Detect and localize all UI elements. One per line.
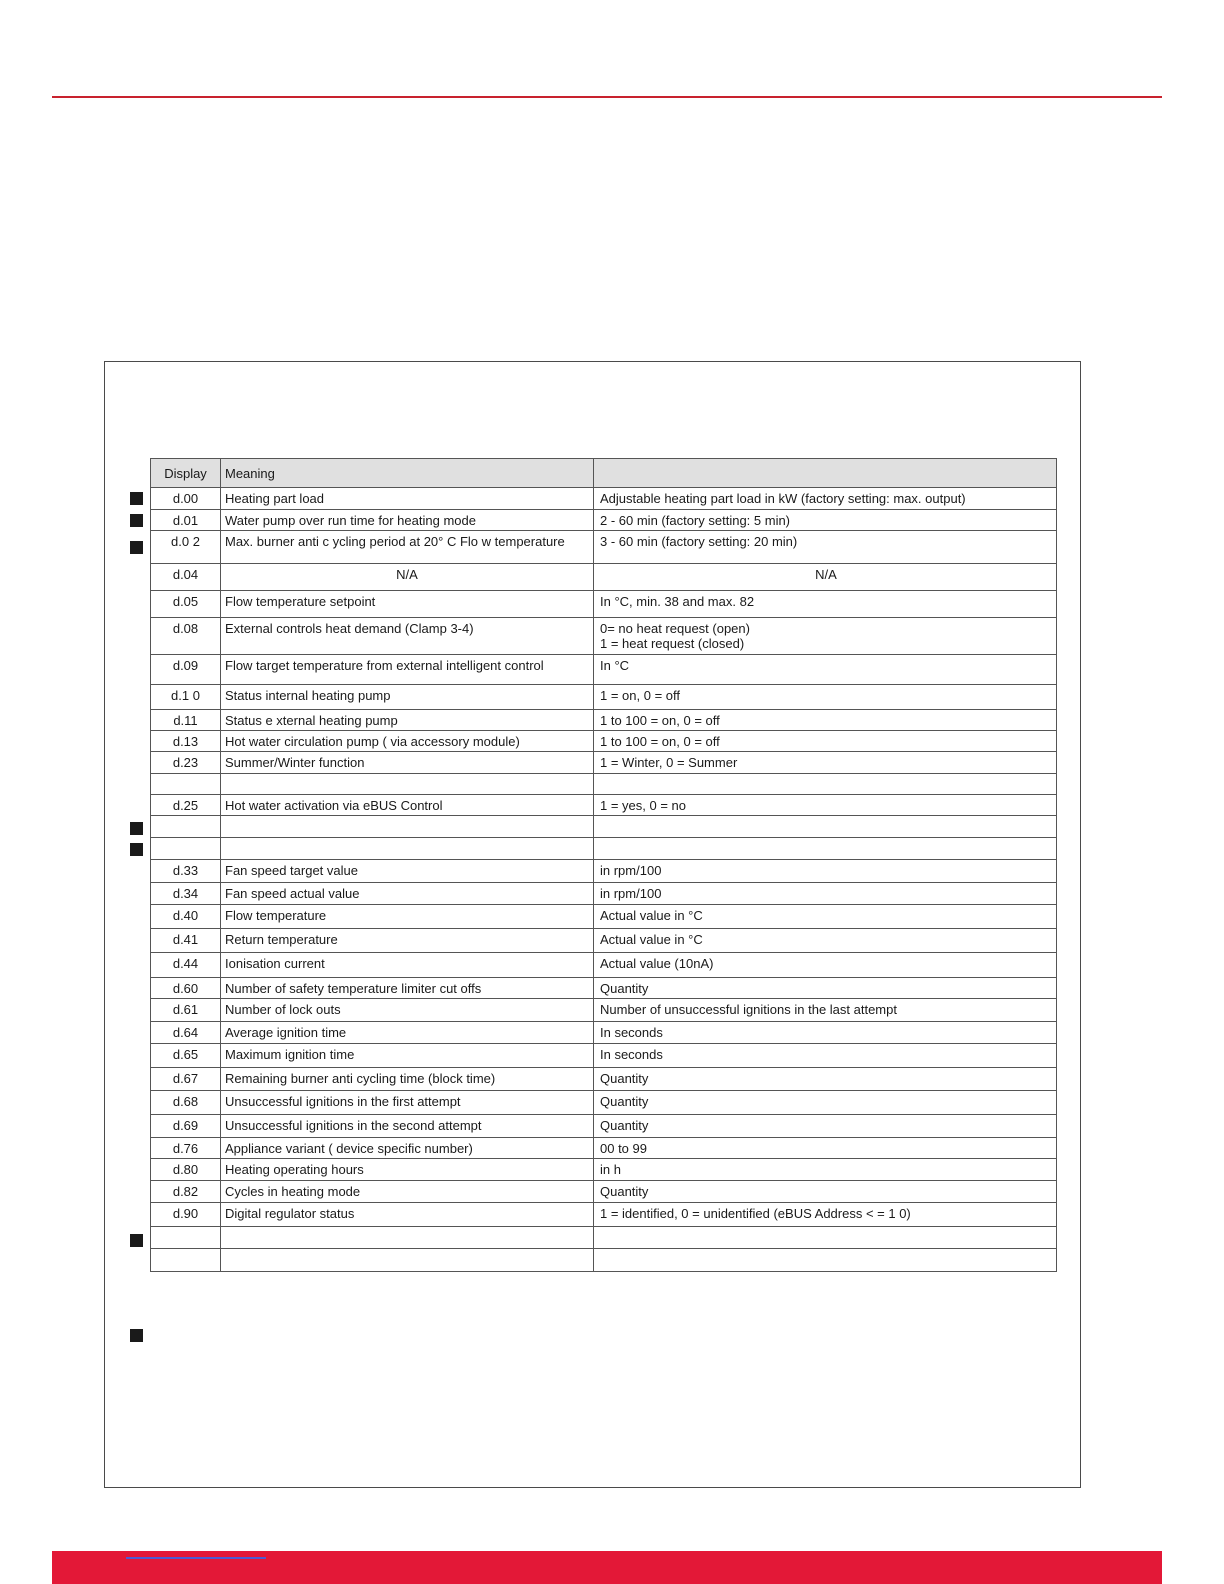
diagnostic-codes-table [150,458,1057,1272]
row-code: d.40 [151,905,221,929]
row-code: d.0 2 [151,531,221,564]
table-row [151,1227,1057,1249]
row-value-line: In seconds [600,1025,663,1040]
marker-square [130,1234,143,1247]
row-value [594,731,1057,752]
row-value [594,929,1057,953]
row-value-line: 1 to 100 = on, 0 = off [600,713,720,728]
footer-bar [52,1551,1162,1584]
row-meaning [221,816,594,838]
row-meaning: Heating part load [221,488,594,510]
row-meaning: Heating operating hours [221,1159,594,1181]
row-code: d.13 [151,731,221,752]
row-value [594,978,1057,999]
marker-square [130,843,143,856]
row-value-line: Quantity [600,1071,649,1086]
row-value-line: In °C [600,658,630,673]
table-row [151,655,1057,685]
row-value-line: Quantity [600,1184,649,1199]
row-code: d.68 [151,1091,221,1115]
row-value [594,618,1057,655]
row-code: d.01 [151,510,221,531]
row-value [594,1181,1057,1203]
table-row [151,510,1057,531]
row-code: d.08 [151,618,221,655]
marker-square [130,492,143,505]
row-code [151,774,221,795]
table-row [151,999,1057,1022]
row-code: d.61 [151,999,221,1022]
row-value [594,883,1057,905]
table-row [151,1138,1057,1159]
row-value [594,564,1057,591]
table-row [151,1091,1057,1115]
table-row [151,531,1057,564]
row-code: d.23 [151,752,221,774]
row-value-line: in h [600,1162,621,1177]
row-meaning: Number of safety temperature limiter cut offs [221,978,594,999]
row-value [594,531,1057,564]
row-value-line: Number of unsuccessful ignitions in the last attempt [600,1002,897,1017]
row-value-line: N/A [815,567,837,582]
table-row [151,488,1057,510]
row-value [594,1115,1057,1138]
row-meaning: Flow target temperature from external intelligent control [221,655,594,685]
table-row [151,774,1057,795]
row-meaning [221,1249,594,1272]
row-value-line: 0= no heat request (open) [600,621,750,636]
row-value [594,1227,1057,1249]
row-value-line: Adjustable heating part load in kW (factory setting: max. output) [600,491,966,506]
row-code: d.44 [151,953,221,978]
header-rule [52,96,1162,98]
row-value [594,752,1057,774]
row-value [594,795,1057,816]
row-value-line: 1 = Winter, 0 = Summer [600,755,738,770]
row-value [594,838,1057,860]
table-row [151,929,1057,953]
table-row [151,883,1057,905]
row-value [594,510,1057,531]
row-meaning: Hot water circulation pump ( via accessory module) [221,731,594,752]
row-code: d.04 [151,564,221,591]
row-value-line: 1 = yes, 0 = no [600,798,687,813]
row-value-line: in rpm/100 [600,863,662,878]
row-value [594,816,1057,838]
row-code: d.25 [151,795,221,816]
row-code: d.09 [151,655,221,685]
row-code [151,816,221,838]
table-row [151,1044,1057,1068]
row-value-line: Quantity [600,1094,649,1109]
row-code [151,838,221,860]
row-value [594,860,1057,883]
table-row [151,1181,1057,1203]
table-row [151,1203,1057,1227]
row-value-line: 3 - 60 min (factory setting: 20 min) [600,534,798,549]
row-meaning: Remaining burner anti cycling time (block time) [221,1068,594,1091]
row-meaning: Flow temperature setpoint [221,591,594,618]
row-code: d.80 [151,1159,221,1181]
row-meaning: Fan speed actual value [221,883,594,905]
row-value-line: 1 to 100 = on, 0 = off [600,734,720,749]
table-row [151,591,1057,618]
row-value [594,1044,1057,1068]
row-meaning: Return temperature [221,929,594,953]
row-meaning: Maximum ignition time [221,1044,594,1068]
row-value [594,1159,1057,1181]
row-meaning [221,774,594,795]
row-value [594,1068,1057,1091]
table-row [151,1068,1057,1091]
row-meaning [221,1227,594,1249]
row-meaning: Ionisation current [221,953,594,978]
row-meaning: Status internal heating pump [221,685,594,710]
row-code: d.82 [151,1181,221,1203]
row-value [594,1091,1057,1115]
table-row [151,816,1057,838]
row-meaning: Average ignition time [221,1022,594,1044]
row-code: d.64 [151,1022,221,1044]
row-value [594,953,1057,978]
table-row [151,1249,1057,1272]
row-meaning: Water pump over run time for heating mode [221,510,594,531]
row-value [594,774,1057,795]
column-header-value [594,459,1057,488]
table-row [151,752,1057,774]
row-value-line: Quantity [600,981,649,996]
row-meaning: Summer/Winter function [221,752,594,774]
table-row [151,953,1057,978]
row-meaning [221,838,594,860]
table-row [151,860,1057,883]
row-value-line: Actual value in °C [600,908,703,923]
row-value [594,685,1057,710]
row-meaning: Fan speed target value [221,860,594,883]
row-code: d.11 [151,710,221,731]
row-value-line: Actual value (10nA) [600,956,714,971]
row-code: d.76 [151,1138,221,1159]
row-value-line: in rpm/100 [600,886,662,901]
table-row [151,1115,1057,1138]
row-code: d.69 [151,1115,221,1138]
row-meaning: External controls heat demand (Clamp 3-4) [221,618,594,655]
row-meaning: Unsuccessful ignitions in the first attempt [221,1091,594,1115]
row-value-line: Quantity [600,1118,649,1133]
table-row [151,838,1057,860]
row-value-line: 2 - 60 min (factory setting: 5 min) [600,513,791,528]
table-row [151,978,1057,999]
row-value [594,1138,1057,1159]
row-value-line: In seconds [600,1047,663,1062]
row-meaning: Digital regulator status [221,1203,594,1227]
table-row [151,1022,1057,1044]
row-code: d.90 [151,1203,221,1227]
row-value [594,999,1057,1022]
table-row [151,1159,1057,1181]
row-code: d.1 0 [151,685,221,710]
row-meaning: Number of lock outs [221,999,594,1022]
table-row [151,618,1057,655]
row-value-line: 1 = heat request (closed) [600,636,745,651]
row-code: d.00 [151,488,221,510]
row-meaning: Hot water activation via eBUS Control [221,795,594,816]
row-meaning: Flow temperature [221,905,594,929]
row-value-line: 1 = on, 0 = off [600,688,680,703]
row-value [594,1249,1057,1272]
row-meaning: Unsuccessful ignitions in the second attempt [221,1115,594,1138]
row-value [594,1022,1057,1044]
row-value [594,591,1057,618]
marker-square [130,1329,143,1342]
column-header-display: Display [151,459,221,488]
row-code: d.33 [151,860,221,883]
marker-square [130,514,143,527]
column-header-meaning: Meaning [221,459,594,488]
row-value [594,1203,1057,1227]
row-meaning: N/A [221,564,594,591]
row-value-line: Actual value in °C [600,932,703,947]
table-row [151,564,1057,591]
table-row [151,710,1057,731]
table-header-row [151,459,1057,488]
row-value-line: 00 to 99 [600,1141,647,1156]
row-code: d.05 [151,591,221,618]
row-code [151,1227,221,1249]
row-code [151,1249,221,1272]
row-value [594,710,1057,731]
row-value [594,905,1057,929]
marker-square [130,541,143,554]
marker-square [130,822,143,835]
table-row [151,905,1057,929]
row-value-line: In °C, min. 38 and max. 82 [600,594,755,609]
row-value-line: 1 = identified, 0 = unidentified (eBUS Address < = 1 0) [600,1206,911,1221]
table-row [151,795,1057,816]
table-row [151,731,1057,752]
row-code: d.67 [151,1068,221,1091]
row-code: d.41 [151,929,221,953]
row-meaning: Max. burner anti c ycling period at 20° C Flo w temperature [221,531,594,564]
row-code: d.60 [151,978,221,999]
row-meaning: Status e xternal heating pump [221,710,594,731]
row-value [594,488,1057,510]
row-code: d.34 [151,883,221,905]
table-row [151,685,1057,710]
row-value [594,655,1057,685]
footer-link[interactable] [126,1557,266,1559]
row-meaning: Appliance variant ( device specific number) [221,1138,594,1159]
row-meaning: Cycles in heating mode [221,1181,594,1203]
row-code: d.65 [151,1044,221,1068]
